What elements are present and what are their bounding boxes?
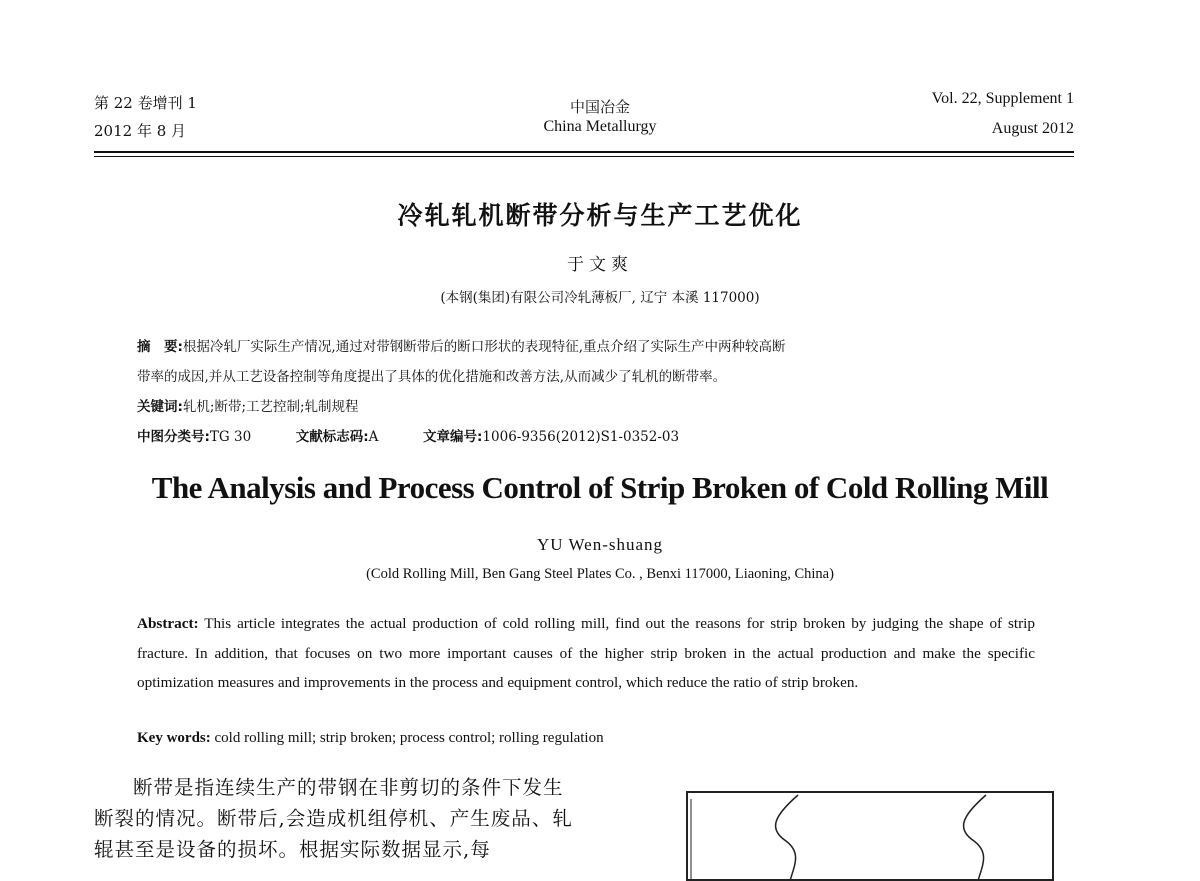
affiliation-en: (Cold Rolling Mill, Ben Gang Steel Plates Co. , Benxi 117000, Liaoning, China) xyxy=(366,566,834,582)
doc-code-label: 文献标志码: xyxy=(295,429,369,445)
header-date-cn: 2012 年 8 月 xyxy=(94,122,187,140)
fracture-curve-left xyxy=(776,795,798,881)
fracture-curve-right xyxy=(964,795,986,881)
abstract-en-label: Abstract: xyxy=(137,615,199,632)
paper-title-cn: 冷轧轧机断带分析与生产工艺优化 xyxy=(397,201,803,230)
article-no-label: 文章编号: xyxy=(423,429,483,445)
abstract-cn-text1: 根据冷轧厂实际生产情况,通过对带钢断带后的断口形状的表现特征,重点介绍了实际生产中两种较高断 xyxy=(182,339,786,355)
header-rule-thin xyxy=(94,156,1074,157)
header-journal-cn: 中国冶金 xyxy=(569,98,630,116)
header-volume-en: Vol. 22, Supplement 1 xyxy=(931,90,1074,107)
keywords-en xyxy=(137,730,604,747)
doc-code-value: A xyxy=(368,429,379,445)
abstract-cn-label: 摘 要: xyxy=(137,339,183,355)
keywords-cn-label: 关键词: xyxy=(137,399,183,415)
classification-line xyxy=(137,425,679,445)
figure-frame xyxy=(687,792,1053,880)
header-journal-en: China Metallurgy xyxy=(543,118,657,135)
abstract-cn-line1 xyxy=(137,335,786,355)
keywords-cn-text: 轧机;断带;工艺控制;轧制规程 xyxy=(182,399,359,415)
fracture-figure xyxy=(686,791,1056,881)
author-cn: 于文爽 xyxy=(567,255,633,275)
paper-title-en: The Analysis and Process Control of Strip Broken of Cold Rolling Mill xyxy=(151,470,1049,505)
clc-label: 中图分类号: xyxy=(137,429,210,445)
header-volume: 第 22 卷增刊 1 xyxy=(94,94,197,112)
clc-value: TG 30 xyxy=(209,429,252,445)
keywords-cn xyxy=(137,395,359,415)
header-date-en: August 2012 xyxy=(991,120,1074,137)
abstract-cn-line2: 带率的成因,并从工艺设备控制等角度提出了具体的优化措施和改善方法,从而减少了轧机的断带率。 xyxy=(137,369,727,385)
author-en: YU Wen-shuang xyxy=(536,535,664,554)
body-paragraph-cn: 断带是指连续生产的带钢在非剪切的条件下发生断裂的情况。断带后,会造成机组停机、产生废品、轧辊甚至是设备的损坏。根据实际数据显示,每 xyxy=(94,776,573,861)
keywords-en-text: cold rolling mill; strip broken; process control; rolling regulation xyxy=(214,730,604,746)
abstract-en-text: This article integrates the actual production of cold rolling mill, find out the reasons for strip broken by judging the shape of strip fracture. In addition, that focuses on two more important causes of the higher strip broken in the actual production and make the specific optimization measures and improvements in the process and equipment control, which reduce the ratio of strip broken. xyxy=(137,615,1035,691)
keywords-en-label: Key words: xyxy=(137,730,211,746)
affiliation-cn: (本钢(集团)有限公司冷轧薄板厂, 辽宁 本溪 117000) xyxy=(440,290,760,306)
article-no-value: 1006-9356(2012)S1-0352-03 xyxy=(482,429,680,445)
header-rule-thick xyxy=(94,151,1074,153)
abstract-en xyxy=(137,609,1035,698)
